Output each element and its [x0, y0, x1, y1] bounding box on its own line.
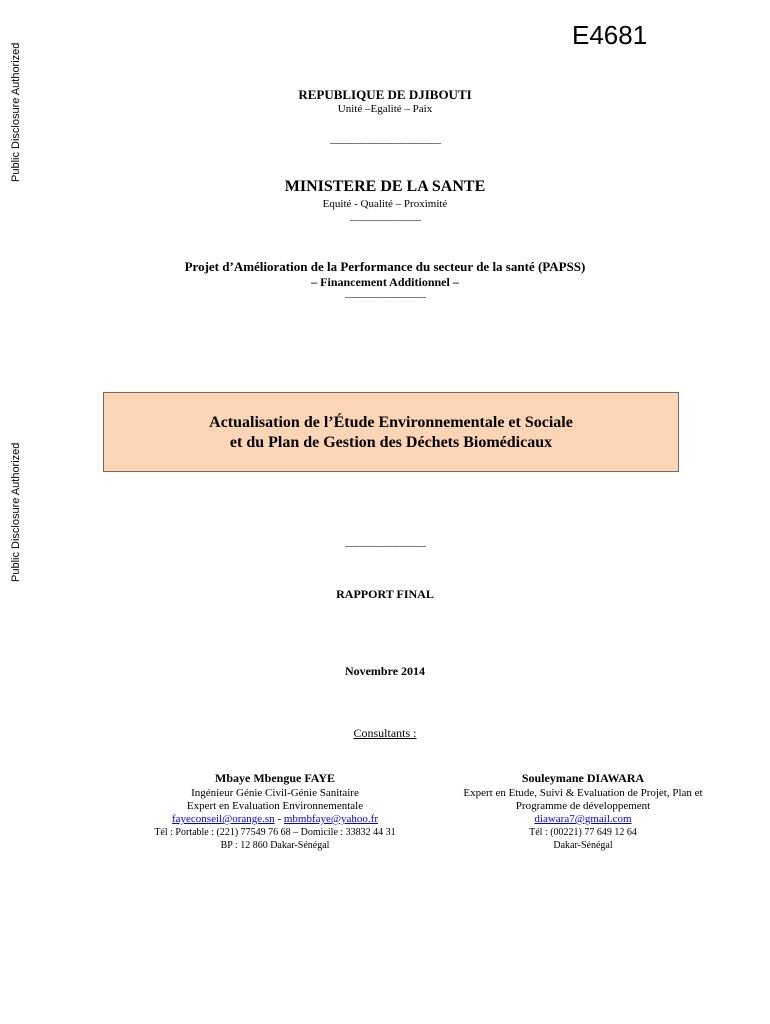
report-title-box	[103, 392, 679, 472]
separator-2: ———————	[350, 214, 420, 226]
report-title-line-2: et du Plan de Gestion des Déchets Biomédicaux	[229, 434, 553, 451]
consultant-1-role-1: Ingénieur Génie Civil-Génie Sanitaire	[191, 787, 359, 799]
separator-4: ————————	[345, 540, 425, 552]
consultant-1-email-2[interactable]: mbmbfaye@yahoo.fr	[283, 813, 378, 825]
consultant-2-address: Dakar-Sénégal	[553, 840, 613, 851]
separator-1: ———————————	[330, 137, 440, 149]
country-name: REPUBLIQUE DE DJIBOUTI	[298, 87, 472, 102]
consultants-heading	[0, 726, 770, 741]
sidebar-disclosure-middle: Public Disclosure Authorized	[10, 442, 22, 582]
consultant-2-role-2: Programme de développement	[515, 800, 651, 812]
consultant-2-email[interactable]: diawara7@gmail.com	[534, 813, 632, 825]
consultant-1-role-2: Expert en Evaluation Environnementale	[186, 800, 364, 812]
consultant-2-phone: Tél : (00221) 77 649 12 64	[529, 827, 637, 838]
consultant-1-emails	[110, 813, 440, 826]
separator-3: ————————	[345, 291, 425, 303]
consultant-1-address: BP : 12 860 Dakar-Sénégal	[220, 840, 330, 851]
consultant-2-email-row	[438, 813, 728, 826]
ministry-name: MINISTERE DE LA SANTE	[284, 178, 486, 195]
project-title: Projet d’Amélioration de la Performance du secteur de la santé (PAPSS)	[184, 259, 586, 274]
country-motto: Unité –Egalité – Paix	[337, 103, 433, 115]
consultant-1-email-1[interactable]: fayeconseil@orange.sn	[172, 813, 275, 825]
consultants-label: Consultants :	[353, 726, 417, 740]
consultant-1-name: Mbaye Mbengue FAYE	[215, 771, 335, 785]
report-date: Novembre 2014	[344, 664, 426, 678]
consultant-2	[438, 772, 728, 852]
sidebar-disclosure-top: Public Disclosure Authorized	[10, 42, 22, 182]
email-separator: -	[274, 813, 284, 825]
document-id: E4681	[572, 20, 648, 50]
ministry-motto: Equité - Qualité – Proximité	[322, 198, 448, 210]
consultant-2-name: Souleymane DIAWARA	[521, 771, 645, 785]
consultant-2-role-1: Expert en Etude, Suivi & Evaluation de Projet, Plan et	[463, 787, 703, 799]
report-title-line-1: Actualisation de l’Étude Environnementale et Sociale	[209, 414, 573, 431]
consultant-1-phone: Tél : Portable : (221) 77549 76 68 – Domicile : 33832 44 31	[154, 827, 396, 838]
report-type: RAPPORT FINAL	[336, 587, 434, 601]
financing-subtitle: – Financement Additionnel –	[311, 275, 459, 289]
consultant-1	[110, 772, 440, 852]
